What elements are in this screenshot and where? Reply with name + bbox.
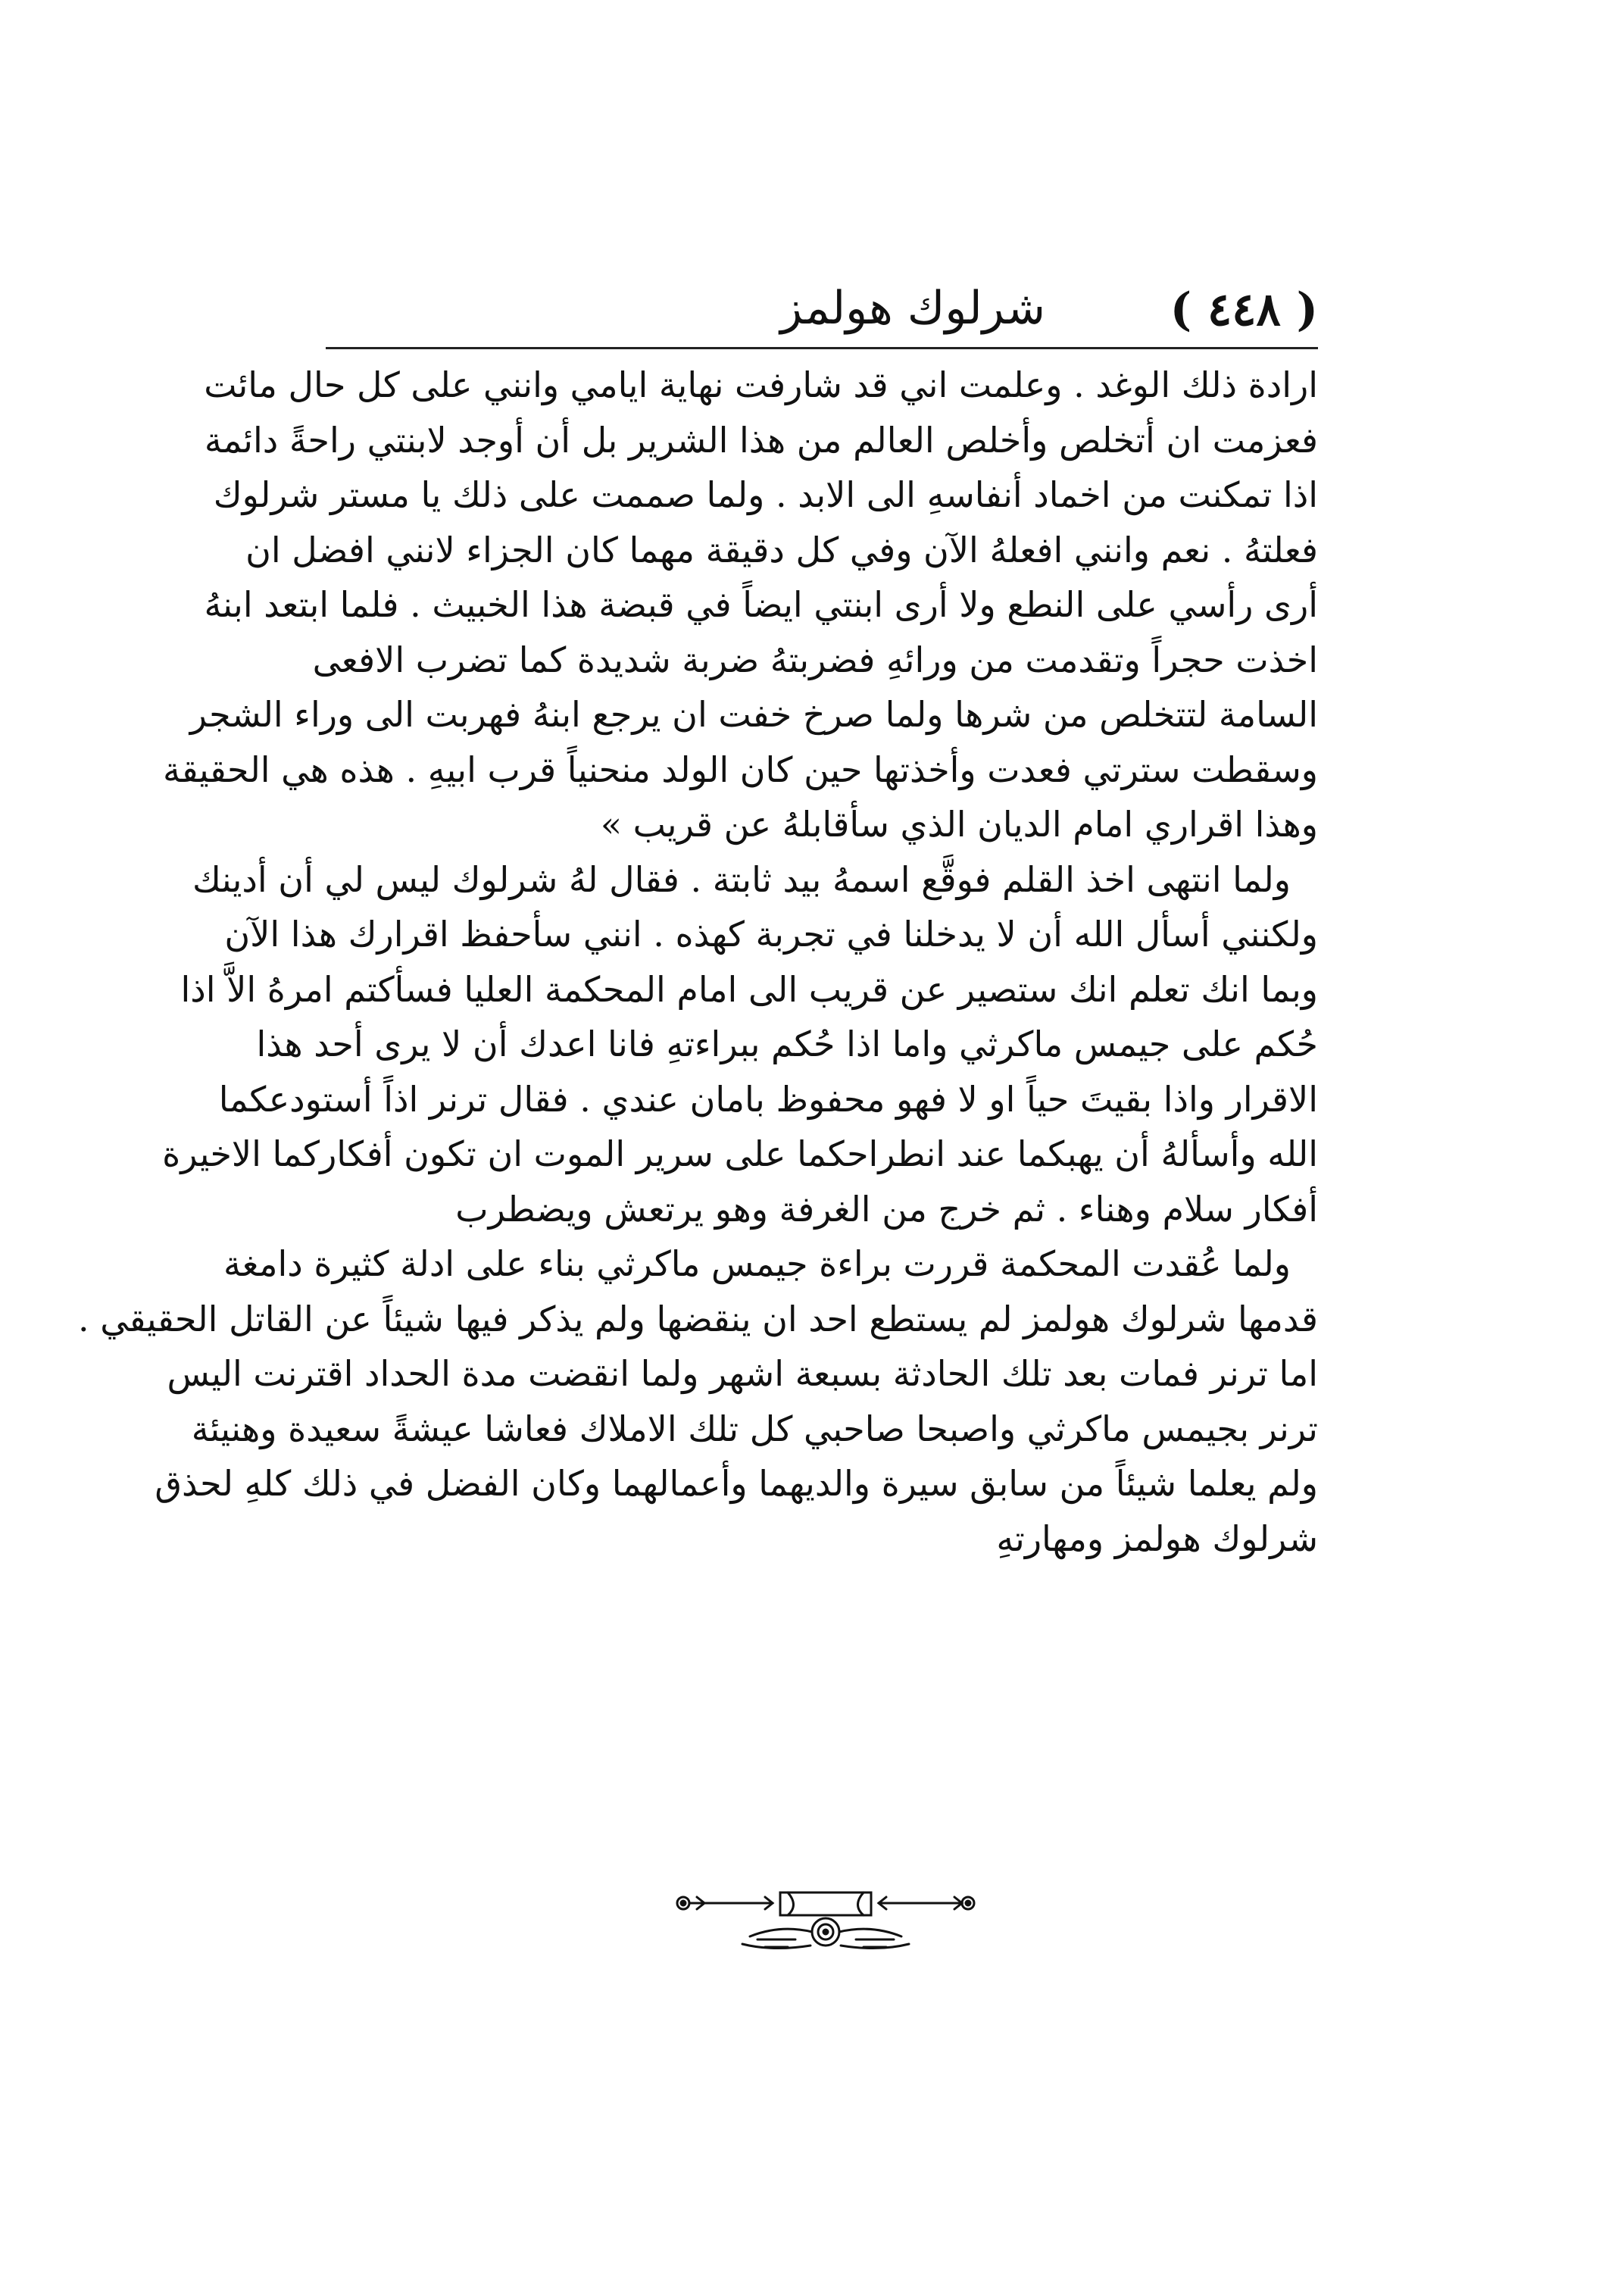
text-line: أفكار سلام وهناء . ثم خرج من الغرفة وهو يرتعش ويضطرب [455, 1188, 1318, 1230]
page-number: ( ٤٤٨ ) [1170, 283, 1318, 336]
text-line: ارادة ذلك الوغد . وعلمت اني قد شارفت نهاية ايامي وانني على كل حال مائت [204, 364, 1318, 405]
text-line: وسقطت سترتي فعدت وأخذتها حين كان الولد منحنياً قرب ابيهِ . هذه هي الحقيقة [162, 749, 1318, 790]
text-line: اخذت حجراً وتقدمت من ورائهِ فضربتهُ ضربة شديدة كما تضرب الافعى [312, 639, 1318, 680]
paragraph-first-line: ولما انتهى اخذ القلم فوقَّع اسمهُ بيد ثابتة . فقال لهُ شرلوك ليس لي أن أدينك [192, 858, 1291, 900]
body-text [77, 358, 1318, 1566]
running-title: شرلوك هولمز [780, 282, 1045, 335]
text-line: فعلتهُ . نعم وانني افعلهُ الآن وفي كل دقيقة مهما كان الجزاء لانني افضل ان [245, 529, 1318, 570]
paragraph-first-line: ولما عُقدت المحكمة قررت براءة جيمس ماكرثي بناء على ادلة كثيرة دامغة [223, 1243, 1291, 1284]
floral-tailpiece-icon [667, 1886, 985, 1955]
text-line: السامة لتتخلص من شرها ولما صرخ خفت ان يرجع ابنهُ فهربت الى وراء الشجر [189, 694, 1318, 735]
text-line: الله وأسألهُ أن يهبكما عند انطراحكما على سرير الموت ان تكون أفكاركما الاخيرة [162, 1133, 1318, 1174]
page-header [326, 273, 1318, 348]
text-line: فعزمت ان أتخلص وأخلص العالم من هذا الشرير بل أن أوجد لابنتي راحةً دائمة [204, 419, 1318, 461]
text-line: اذا تمكنت من اخماد أنفاسهِ الى الابد . ولما صممت على ذلك يا مستر شرلوك [213, 474, 1318, 515]
text-line: قدمها شرلوك هولمز لم يستطع احد ان ينقضها ولم يذكر فيها شيئاً عن القاتل الحقيقي . [77, 1298, 1318, 1339]
text-line: اما ترنر فمات بعد تلك الحادثة بسبعة اشهر ولما انقضت مدة الحداد اقترنت اليس [167, 1353, 1318, 1394]
text-line: وهذا اقراري امام الديان الذي سأقابلهُ عن قريب » [600, 804, 1318, 845]
text-line: الاقرار واذا بقيتَ حياً او لا فهو محفوظ بامان عندي . فقال ترنر اذاً أستودعكما [218, 1078, 1318, 1120]
header-rule [326, 347, 1318, 349]
text-line: أرى رأسي على النطع ولا أرى ابنتي ايضاً في قبضة هذا الخبيث . فلما ابتعد ابنهُ [204, 584, 1318, 625]
text-line: وبما انك تعلم انك ستصير عن قريب الى امام المحكمة العليا فسأكتم امرهُ الاَّ اذا [180, 968, 1318, 1010]
text-line: ولكنني أسأل الله أن لا يدخلنا في تجربة كهذه . انني سأحفظ اقرارك هذا الآن [224, 914, 1318, 955]
text-line: حُكم على جيمس ماكرثي واما اذا حُكم ببراءتهِ فانا اعدك أن لا يرى أحد هذا [256, 1024, 1318, 1064]
text-line: ترنر بجيمس ماكرثي واصبحا صاحبي كل تلك الاملاك فعاشا عيشةً سعيدة وهنيئة [191, 1408, 1318, 1449]
text-line: ولم يعلما شيئاً من سابق سيرة والديهما وأعمالهما وكان الفضل في ذلك كلهِ لحذق [155, 1463, 1318, 1504]
text-line: شرلوك هولمز ومهارتهِ [996, 1517, 1318, 1559]
